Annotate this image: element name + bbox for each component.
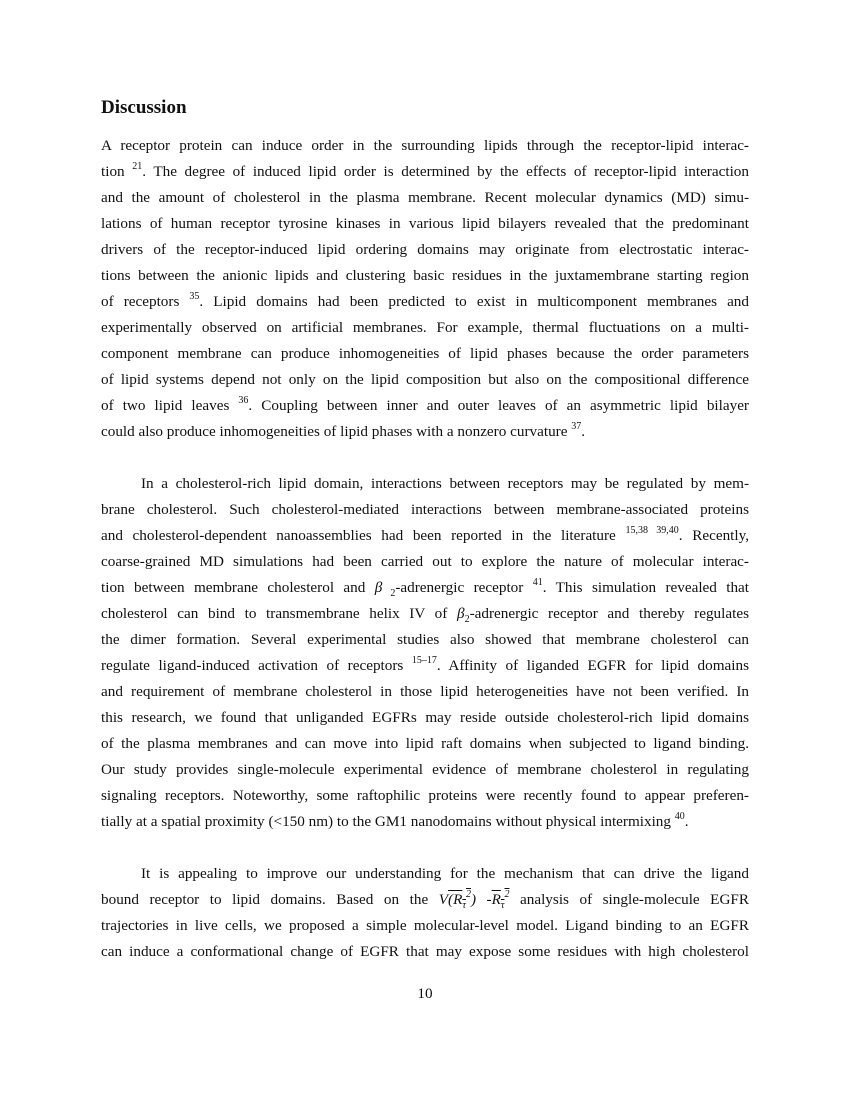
paragraph-1-line-10: of lipid systems depend not only on the lipid composition but also on the compositional difference xyxy=(101,371,749,388)
paragraph-1-line-8: experimentally observed on artificial membranes. For example, thermal fluctuations on a multi- xyxy=(101,319,749,336)
paragraph-1-line-5: drivers of the receptor-induced lipid ordering domains may originate from electrostatic interac- xyxy=(101,241,749,258)
citation-ref: 36 xyxy=(238,395,249,406)
paragraph-1-line-7: of receptors $^{35}$. Lipid domains had been predicted to exist in multicomponent membranes and xyxy=(101,291,749,310)
paragraph-2-line-5: tion between membrane cholesterol and β $_2$-adrenergic receptor $^{41}$. This simulation revealed that xyxy=(101,577,750,599)
math-expression: $R_\tau^2$ xyxy=(491,889,510,911)
paragraph-2-line-13: signaling receptors. Noteworthy, some raftophilic proteins were recently found to appear preferen- xyxy=(101,787,749,804)
paragraph-2-line-6: cholesterol can bind to transmembrane helix IV of $\beta_2$-adrenergic receptor and thereby regulates xyxy=(101,605,749,625)
paragraph-3-line-1: It is appealing to improve our understanding for the mechanism that can drive the ligand xyxy=(141,865,749,882)
paragraph-1-line-9: component membrane can produce inhomogeneities of lipid phases because the order parameters xyxy=(101,345,749,362)
paragraph-2-line-7: the dimer formation. Several experimental studies also showed that membrane cholesterol can xyxy=(101,631,749,648)
citation-ref: 37 xyxy=(571,421,582,432)
paragraph-3-line-4: can induce a conformational change of EGFR that may expose some residues with high cholesterol xyxy=(101,943,749,960)
paragraph-2-line-14: tially at a spatial proximity (<150 nm) to the GM1 nanodomains without physical intermixing $^{40}$. xyxy=(101,811,689,830)
citation-ref: 40 xyxy=(674,811,685,822)
paragraph-1-line-12: could also produce inhomogeneities of lipid phases with a nonzero curvature $^{37}$. xyxy=(101,421,586,440)
paragraph-1-line-4: lations of human receptor tyrosine kinases in various lipid bilayers revealed that the predominant xyxy=(101,215,749,232)
paragraph-2-line-3: and cholesterol-dependent nanoassemblies had been reported in the literature $^{15,38 39,40}$. Recently, xyxy=(101,525,750,544)
paragraph-1-line-3: and the amount of cholesterol in the plasma membrane. Recent molecular dynamics (MD) simu- xyxy=(101,189,749,206)
paragraph-2-line-9: and requirement of membrane cholesterol in those lipid heterogeneities have not been verified. In xyxy=(101,683,749,700)
paragraph-1-line-1: A receptor protein can induce order in the surrounding lipids through the receptor-lipid interac- xyxy=(101,137,749,154)
paragraph-2-line-4: coarse-grained MD simulations had been carried out to explore the nature of molecular interac- xyxy=(101,553,749,570)
beta-symbol: β xyxy=(374,579,383,596)
paragraph-1-line-11: of two lipid leaves $^{36}$. Coupling between inner and outer leaves of an asymmetric lipid bilayer xyxy=(101,395,749,414)
beta-symbol: β xyxy=(456,605,465,622)
paragraph-3-line-2: bound receptor to lipid domains. Based on the $V(R_\tau^2)$ $-R_\tau^2$ analysis of single-molecule EGFR xyxy=(101,889,750,911)
citation-ref: 15–17 xyxy=(411,655,437,666)
paragraph-3-line-3: trajectories in live cells, we proposed a simple molecular-level model. Ligand binding to an EGFR xyxy=(101,917,749,934)
paragraph-2-line-11: of the plasma membranes and can move into lipid raft domains when subjected to ligand binding. xyxy=(101,735,749,752)
paragraph-2-line-2: brane cholesterol. Such cholesterol-mediated interactions between membrane-associated proteins xyxy=(101,501,749,518)
citation-ref: 41 xyxy=(532,577,543,588)
citation-ref: 35 xyxy=(189,291,200,302)
paragraph-2-line-8: regulate ligand-induced activation of receptors $^{15-17}$. Affinity of liganded EGFR for lipid domains xyxy=(101,655,749,674)
citation-ref: 21 xyxy=(132,161,143,172)
section-heading: Discussion xyxy=(101,97,187,118)
paragraph-2-line-12: Our study provides single-molecule experimental evidence of membrane cholesterol in regulating xyxy=(101,761,749,778)
paragraph-2-line-1: In a cholesterol-rich lipid domain, interactions between receptors may be regulated by mem- xyxy=(141,475,749,492)
page-number: 10 xyxy=(417,985,433,1002)
paragraph-1-line-6: tions between the anionic lipids and clustering basic residues in the juxtamembrane starting region xyxy=(101,267,749,284)
paragraph-1-line-2: tion $^{21}$. The degree of induced lipid order is determined by the effects of receptor-lipid interaction xyxy=(101,161,749,180)
paragraph-2-line-10: this research, we found that unliganded EGFRs may reside outside cholesterol-rich lipid domains xyxy=(101,709,749,726)
citation-ref: 15,38 39,40 xyxy=(625,525,679,536)
math-expression: $V(R_\tau^2)$ xyxy=(438,889,477,911)
